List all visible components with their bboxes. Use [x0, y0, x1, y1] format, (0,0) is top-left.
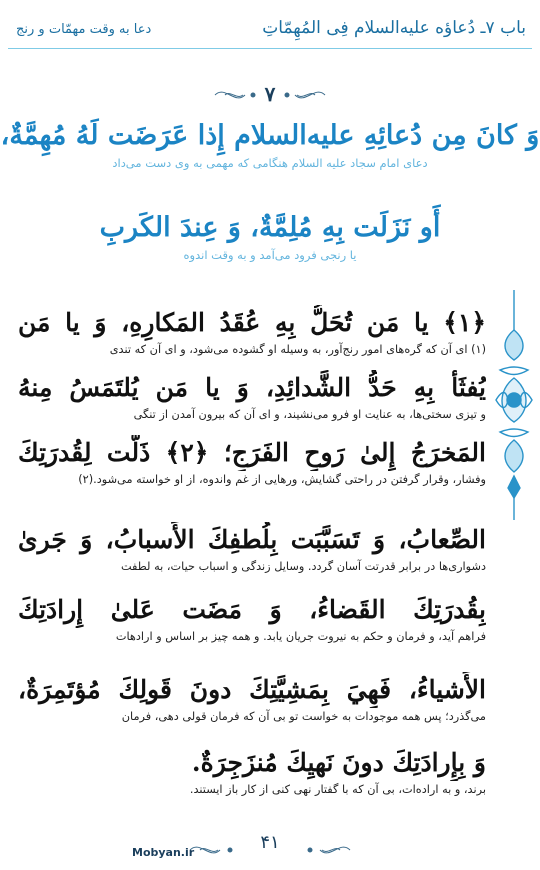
verse-pair-3 — [18, 435, 486, 488]
persian-translation-line: فراهم آید، و فرمان و حکم به نیروت جریان یابد. و همه چیز بر اساس و ارادهات — [115, 630, 486, 643]
verse-pair-6 — [18, 672, 486, 725]
section-number-badge — [0, 80, 540, 110]
arabic-text-line: ﴿۱﴾ يا مَن تُحَلُّ بِهِ عُقَدُ المَكارِهِ، وَ يا مَن — [18, 308, 486, 337]
persian-translation-line: دشواری‌ها در برابر قدرتت آسان گردد. وسایل زندگی و اسباب حیات، به لطفت — [120, 560, 486, 573]
title-persian-line-1: دعای امام سجاد علیه السلام هنگامی که مهمی به وی دست می‌داد — [112, 156, 428, 170]
arabic-text-line: المَخرَجُ إِلىٰ رَوحِ الفَرَجِ؛ ﴿۲﴾ ذَلَّت لِقُدرَتِكَ — [18, 438, 486, 467]
title-persian-line-2: یا رنجی فرود می‌آمد و به وقت اندوه — [183, 248, 357, 262]
page-header — [8, 14, 532, 49]
persian-translation-line: می‌گذرد؛ پس همه موجودات به خواست تو بی آن که فرمان قولی دهی، فرمان — [121, 710, 486, 723]
verse-pair-4 — [18, 522, 486, 575]
running-title: دعا به وقت مهمّات و رنج — [16, 22, 152, 37]
title-arabic-line-2: أَو نَزَلَت بِهِ مُلِمَّةٌ، وَ عِندَ الكَربِ — [99, 212, 441, 243]
persian-translation-line: (۱) ای آن که گره‌های امور رنج‌آور، به وسیله او گشوده می‌شود، و ای آن که تندی — [109, 343, 486, 356]
verse-pair-5 — [18, 592, 486, 645]
verse-pair-2 — [18, 370, 486, 423]
supplication-title — [0, 118, 540, 172]
verse-pair-7 — [18, 745, 486, 798]
title-arabic-line-1: وَ كانَ مِن دُعائِهِ علیه‌السلام إِذا عَرَضَت لَهُ مُهِمَّةٌ، — [0, 120, 540, 151]
arabic-text-line: يُفثَأُ بِهِ حَدُّ الشَّدائِدِ، وَ يا مَن يُلتَمَسُ مِنهُ — [18, 373, 486, 402]
page-footer — [0, 828, 540, 864]
section-number: ۷ — [264, 82, 276, 106]
chapter-title: باب ۷ـ دُعاؤه علیه‌السلام فِی المُهِمّاتِ — [262, 18, 526, 38]
persian-translation-line: و تیزی سختی‌ها، به عنایت او فرو می‌نشیند، و ای آن که بیرون آمدن از تنگی — [133, 408, 486, 421]
arabic-text-line: الصِّعابُ، وَ تَسَبَّبَت بِلُطفِكَ الأَسبابُ، وَ جَرىٰ — [18, 525, 486, 554]
page-number: ۴۱ — [260, 832, 280, 853]
persian-translation-line: وفشار، وقرار گرفتن در راحتی گشایش، ورهایی از غم واندوه، از او خواسته می‌شود.(۲) — [78, 473, 486, 486]
arabic-text-line: الأَشياءُ، فَهِيَ بِمَشِيَّتِكَ دونَ قَولِكَ مُؤتَمِرَةٌ، — [18, 675, 486, 704]
supplication-title-cont — [0, 210, 540, 264]
brand-label: Mobyan.ir — [132, 846, 195, 859]
verse-pair-1 — [18, 305, 486, 358]
arabic-text-line: وَ بِإِرادَتِكَ دونَ نَهيِكَ مُنزَجِرَةٌ. — [191, 748, 486, 777]
margin-ornament-icon — [492, 290, 536, 520]
arabic-text-line: بِقُدرَتِكَ القَضاءُ، وَ مَضَت عَلىٰ إِرادَتِكَ — [18, 595, 486, 624]
persian-translation-line: برند، و به اراده‌ات، بی آن که با گفتار نهی کنی از کار باز ایستند. — [189, 783, 486, 796]
